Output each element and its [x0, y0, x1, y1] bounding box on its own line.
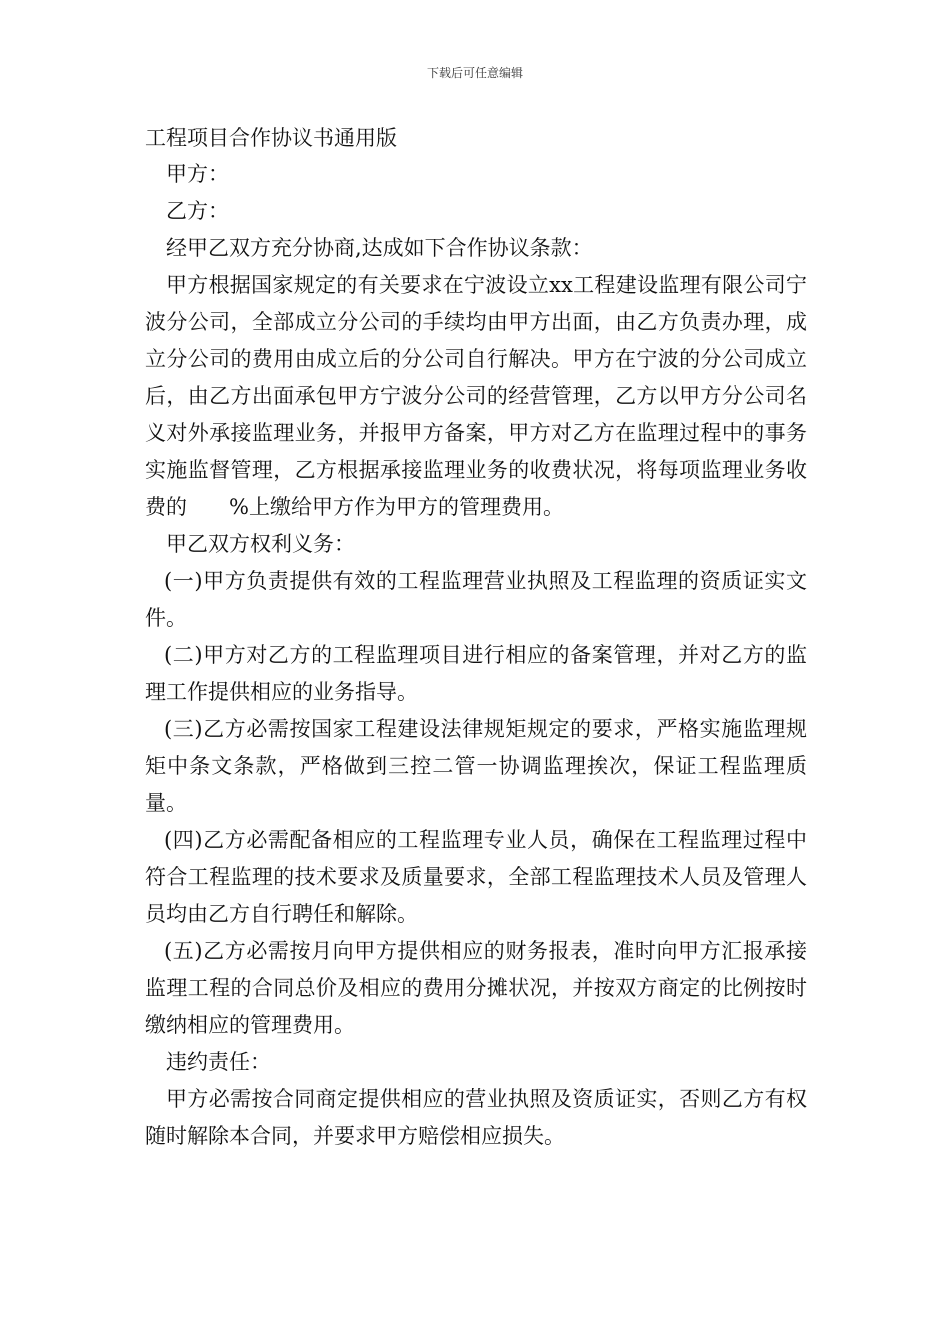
clause-3: (三)乙方必需按国家工程建设法律规矩规定的要求，严格实施监理规矩中条文条款，严格做到三控二管一协调监理挨次，保证工程监理质量。: [145, 717, 807, 815]
party-a-line: 甲方：: [166, 162, 229, 186]
clause-2: (二)甲方对乙方的工程监理项目进行相应的备案管理，并对乙方的监理工作提供相应的业务指导。: [145, 643, 807, 704]
clause-5: (五)乙方必需按月向甲方提供相应的财务报表，准时向甲方汇报承接监理工程的合同总价及相应的费用分摊状况，并按双方商定的比例按时缴纳相应的管理费用。: [145, 939, 807, 1037]
document-body: [145, 156, 807, 1155]
liability-paragraph: 甲方必需按合同商定提供相应的营业执照及资质证实，否则乙方有权随时解除本合同，并要求甲方赔偿相应损失。: [145, 1087, 807, 1148]
main-clause-paragraph: 甲方根据国家规定的有关要求在宁波设立xx工程建设监理有限公司宁波分公司，全部成立分公司的手续均由甲方出面，由乙方负责办理，成立分公司的费用由成立后的分公司自行解决。甲方在宁波的分公司成立后，由乙方出面承包甲方宁波分公司的经营管理，乙方以甲方分公司名义对外承接监理业务，并报甲方备案，甲方对乙方在监理过程中的事务实施监督管理，乙方根据承接监理业务的收费状况，将每项监理业务收费的 %上缴给甲方作为甲方的管理费用。: [145, 273, 807, 519]
document-title: 工程项目合作协议书通用版: [145, 126, 397, 150]
clause-4: (四)乙方必需配备相应的工程监理专业人员，确保在工程监理过程中符合工程监理的技术要求及质量要求，全部工程监理技术人员及管理人员均由乙方自行聘任和解除。: [145, 828, 807, 926]
liability-heading: 违约责任：: [166, 1050, 271, 1074]
rights-heading: 甲乙双方权利义务：: [166, 532, 355, 556]
agreement-intro: 经甲乙双方充分协商,达成如下合作协议条款：: [166, 236, 593, 260]
party-b-line: 乙方：: [166, 199, 229, 223]
clause-1: (一)甲方负责提供有效的工程监理营业执照及工程监理的资质证实文件。: [145, 569, 807, 630]
page-header: 下载后可任意编辑: [426, 66, 523, 80]
